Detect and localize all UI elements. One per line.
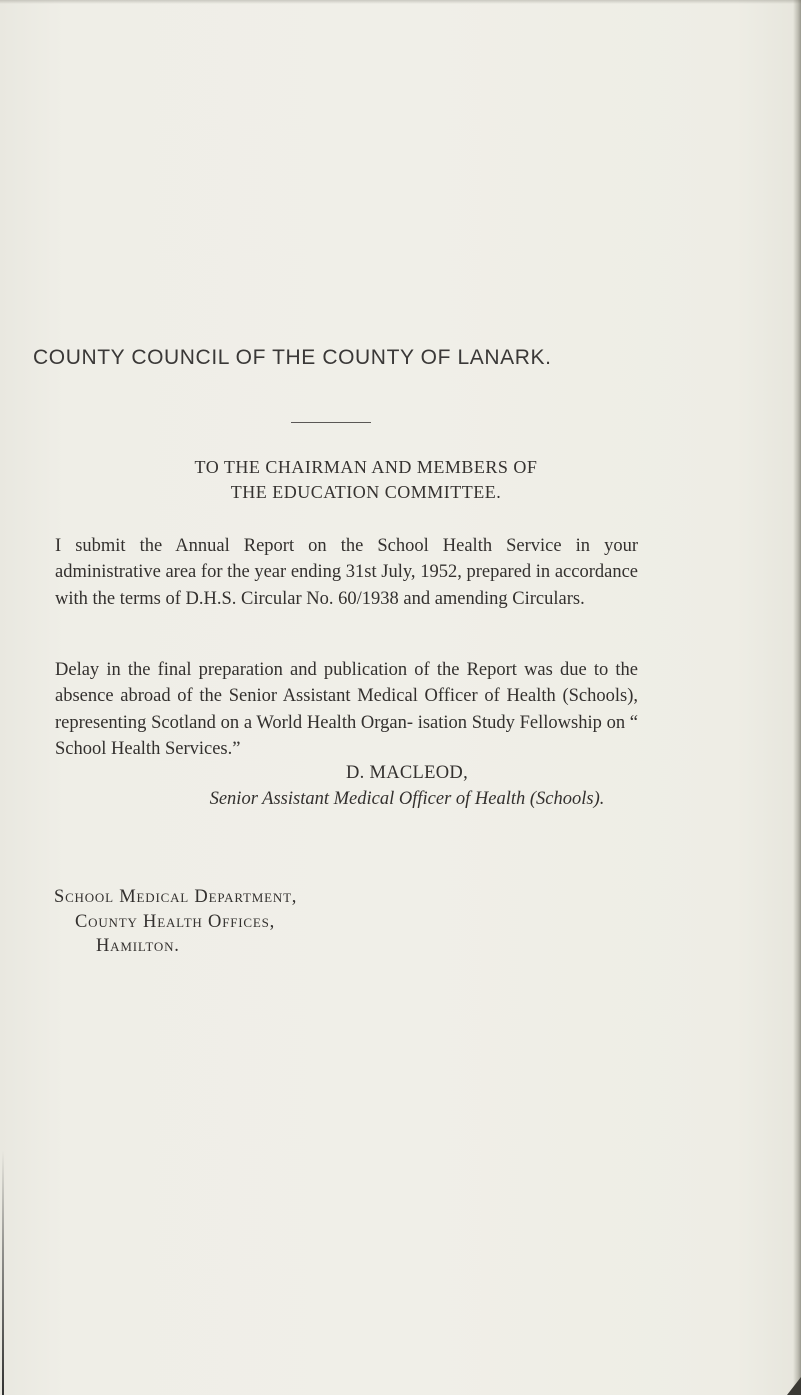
page-top-edge: [0, 0, 801, 4]
addressee-line-1: TO THE CHAIRMAN AND MEMBERS OF: [194, 457, 538, 477]
paragraph-delay: Delay in the final preparation and publication of the Report was due to the absence abroad of the Senior Assistant Medical Officer of Health (Schools), representing Scotland on a World Health Organ- isation Study Fellowship on “ School Health Services.”: [55, 660, 638, 759]
office-address-line-2: County Health Offices,: [75, 911, 276, 932]
signatory-name: D. MACLEOD,: [345, 763, 468, 783]
signatory-title: Senior Assistant Medical Officer of Health (Schools).: [209, 789, 605, 809]
signature-block: [172, 760, 642, 812]
addressee-block: [56, 455, 676, 505]
office-address-block: [54, 885, 297, 959]
office-address-line-1: School Medical Department,: [54, 887, 298, 907]
corner-mark: [787, 1377, 801, 1395]
heading-divider: [291, 422, 371, 423]
binding-mark: [2, 1150, 4, 1395]
paragraph-submission: I submit the Annual Report on the School Health Service in your administrative area for the year ending 31st July, 1952, prepared in accordance with the terms of D.H.S. Circular No. 60/1938 and amending Circulars.: [55, 536, 638, 609]
addressee-line-2: THE EDUCATION COMMITTEE.: [230, 482, 502, 502]
county-council-heading: COUNTY COUNCIL OF THE COUNTY OF LANARK.: [33, 346, 552, 369]
page-right-edge: [793, 0, 801, 1395]
office-address-line-3: Hamilton.: [96, 936, 180, 956]
